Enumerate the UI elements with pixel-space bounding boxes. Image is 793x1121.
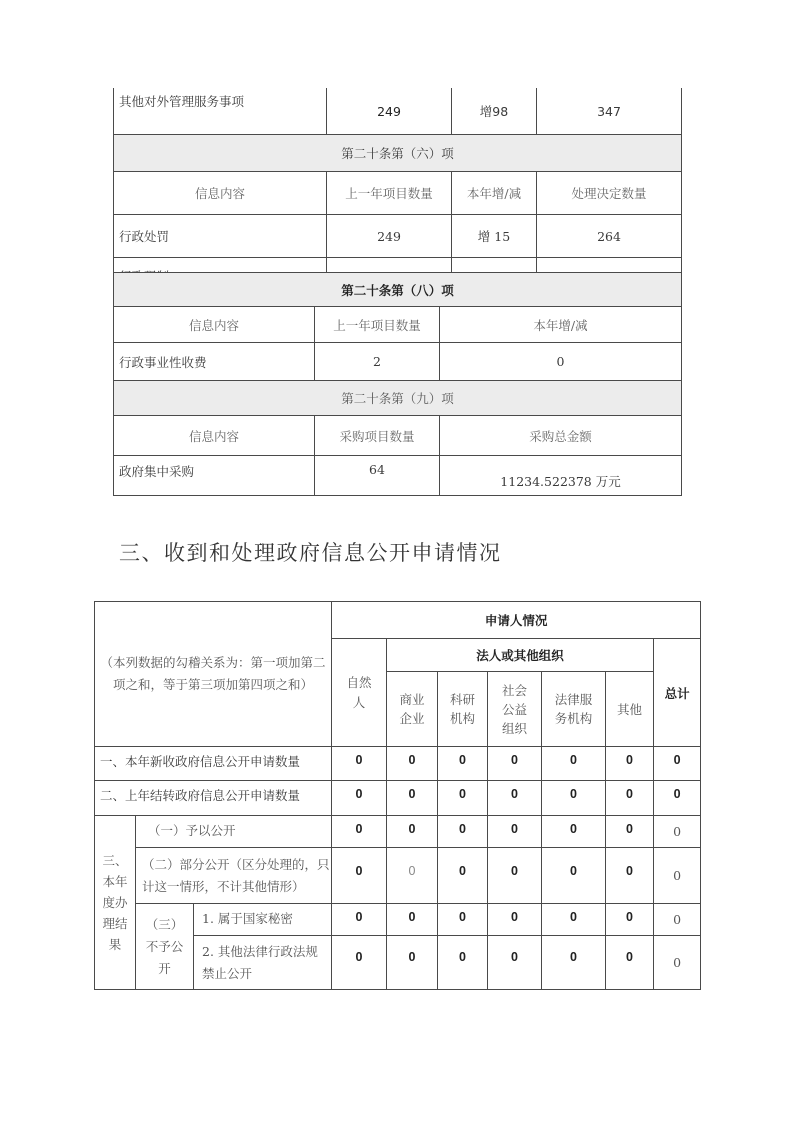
section-title: 第二十条第（九）项	[114, 381, 682, 416]
section-title: 第二十条第（八）项	[114, 273, 682, 307]
value-cell: 0	[654, 747, 701, 781]
table-row	[114, 456, 682, 496]
sub-header-legal-service: 法律服务机构	[542, 672, 606, 747]
table-row	[95, 781, 701, 816]
value-cell: 0	[654, 781, 701, 816]
value-cell: 0	[542, 904, 606, 936]
column-header: 采购总金额	[440, 416, 682, 456]
row-label: 1. 属于国家秘密	[194, 904, 332, 936]
application-table	[94, 601, 701, 990]
result-count: 347	[537, 88, 682, 135]
value-cell: 0	[438, 747, 488, 781]
prev-count: 2	[315, 343, 440, 381]
column-header: 本年增/减	[452, 172, 537, 215]
section-title: 第二十条第（六）项	[114, 135, 682, 172]
value-cell: 0	[332, 747, 387, 781]
row-label: 二、上年结转政府信息公开申请数量	[95, 781, 332, 816]
value-cell: 0	[654, 936, 701, 990]
value-cell: 0	[438, 904, 488, 936]
value-cell: 0	[387, 816, 438, 848]
sub-header-business: 商业企业	[387, 672, 438, 747]
applicant-header: 申请人情况	[332, 602, 701, 639]
header-row	[114, 416, 682, 456]
row-label: 政府集中采购	[114, 456, 315, 496]
value-cell: 0	[488, 936, 542, 990]
row-label: （二）部分公开（区分处理的，只计这一情形，不计其他情形）	[136, 848, 332, 904]
column-header: 信息内容	[114, 416, 315, 456]
value-cell: 0	[606, 904, 654, 936]
purchase-count: 64	[315, 456, 440, 496]
value-cell: 0	[542, 747, 606, 781]
value-cell: 0	[542, 848, 606, 904]
value-cell: 0	[654, 848, 701, 904]
value-cell: 0	[488, 904, 542, 936]
value-cell: 0	[387, 848, 438, 904]
table-row	[114, 88, 682, 135]
prev-count: 249	[327, 88, 452, 135]
legal-group-header: 法人或其他组织	[387, 639, 654, 672]
prev-count: 249	[327, 215, 452, 258]
value-cell: 0	[654, 816, 701, 848]
sub-header-research: 科研机构	[438, 672, 488, 747]
purchase-amount: 11234.522378 万元	[440, 456, 682, 496]
value-cell: 0	[332, 936, 387, 990]
value-cell: 0	[332, 816, 387, 848]
header-row	[114, 307, 682, 343]
value-cell: 0	[606, 747, 654, 781]
value-cell: 0	[542, 816, 606, 848]
total-header: 总计	[654, 639, 701, 747]
section-heading: 三、收到和处理政府信息公开申请情况	[119, 541, 502, 565]
table-row	[95, 747, 701, 781]
value-cell: 0	[387, 904, 438, 936]
value-cell: 0	[606, 848, 654, 904]
reconciliation-note: （本列数据的勾稽关系为：第一项加第二项之和，等于第三项加第四项之和）	[95, 602, 332, 747]
value-cell: 0	[488, 781, 542, 816]
value-cell: 0	[488, 747, 542, 781]
table-row	[95, 848, 701, 904]
value-cell: 0	[606, 781, 654, 816]
table-row	[114, 343, 682, 381]
value-cell: 0	[606, 816, 654, 848]
row-label: 2. 其他法律行政法规禁止公开	[194, 936, 332, 990]
column-header: 采购项目数量	[315, 416, 440, 456]
column-header: 信息内容	[114, 172, 327, 215]
value-cell: 0	[438, 816, 488, 848]
value-cell: 0	[542, 936, 606, 990]
not-open-label: （三）不予公开	[136, 904, 194, 990]
value-cell: 0	[438, 781, 488, 816]
row-label: （一）予以公开	[136, 816, 332, 848]
column-header: 本年增/减	[440, 307, 682, 343]
sub-header-public-welfare: 社会公益组织	[488, 672, 542, 747]
column-header: 上一年项目数量	[327, 172, 452, 215]
value-cell: 0	[488, 816, 542, 848]
column-header: 上一年项目数量	[315, 307, 440, 343]
sub-header-other: 其他	[606, 672, 654, 747]
result-count: 264	[537, 215, 682, 258]
table-row	[95, 816, 701, 848]
value-cell: 0	[387, 747, 438, 781]
table-row	[114, 215, 682, 258]
change-value: 0	[440, 343, 682, 381]
row-label: 一、本年新收政府信息公开申请数量	[95, 747, 332, 781]
value-cell: 0	[654, 904, 701, 936]
value-cell: 0	[488, 848, 542, 904]
change-value: 增 15	[452, 215, 537, 258]
value-cell: 0	[332, 848, 387, 904]
row-label: 行政事业性收费	[114, 343, 315, 381]
row-label: 其他对外管理服务事项	[114, 88, 327, 135]
value-cell: 0	[438, 848, 488, 904]
value-cell: 0	[387, 936, 438, 990]
disclosure-items-table	[113, 88, 682, 295]
row-label: 行政处罚	[114, 215, 327, 258]
column-header: 处理决定数量	[537, 172, 682, 215]
value-cell: 0	[438, 936, 488, 990]
table-row	[95, 904, 701, 936]
result-group-label: 三、本年度办理结果	[95, 816, 136, 990]
change-value: 增98	[452, 88, 537, 135]
natural-person-header: 自然人	[332, 639, 387, 747]
value-cell: 0	[387, 781, 438, 816]
value-cell: 0	[332, 781, 387, 816]
value-cell: 0	[606, 936, 654, 990]
column-header: 信息内容	[114, 307, 315, 343]
value-cell: 0	[332, 904, 387, 936]
fees-procurement-table	[113, 272, 682, 496]
value-cell: 0	[542, 781, 606, 816]
header-row	[114, 172, 682, 215]
